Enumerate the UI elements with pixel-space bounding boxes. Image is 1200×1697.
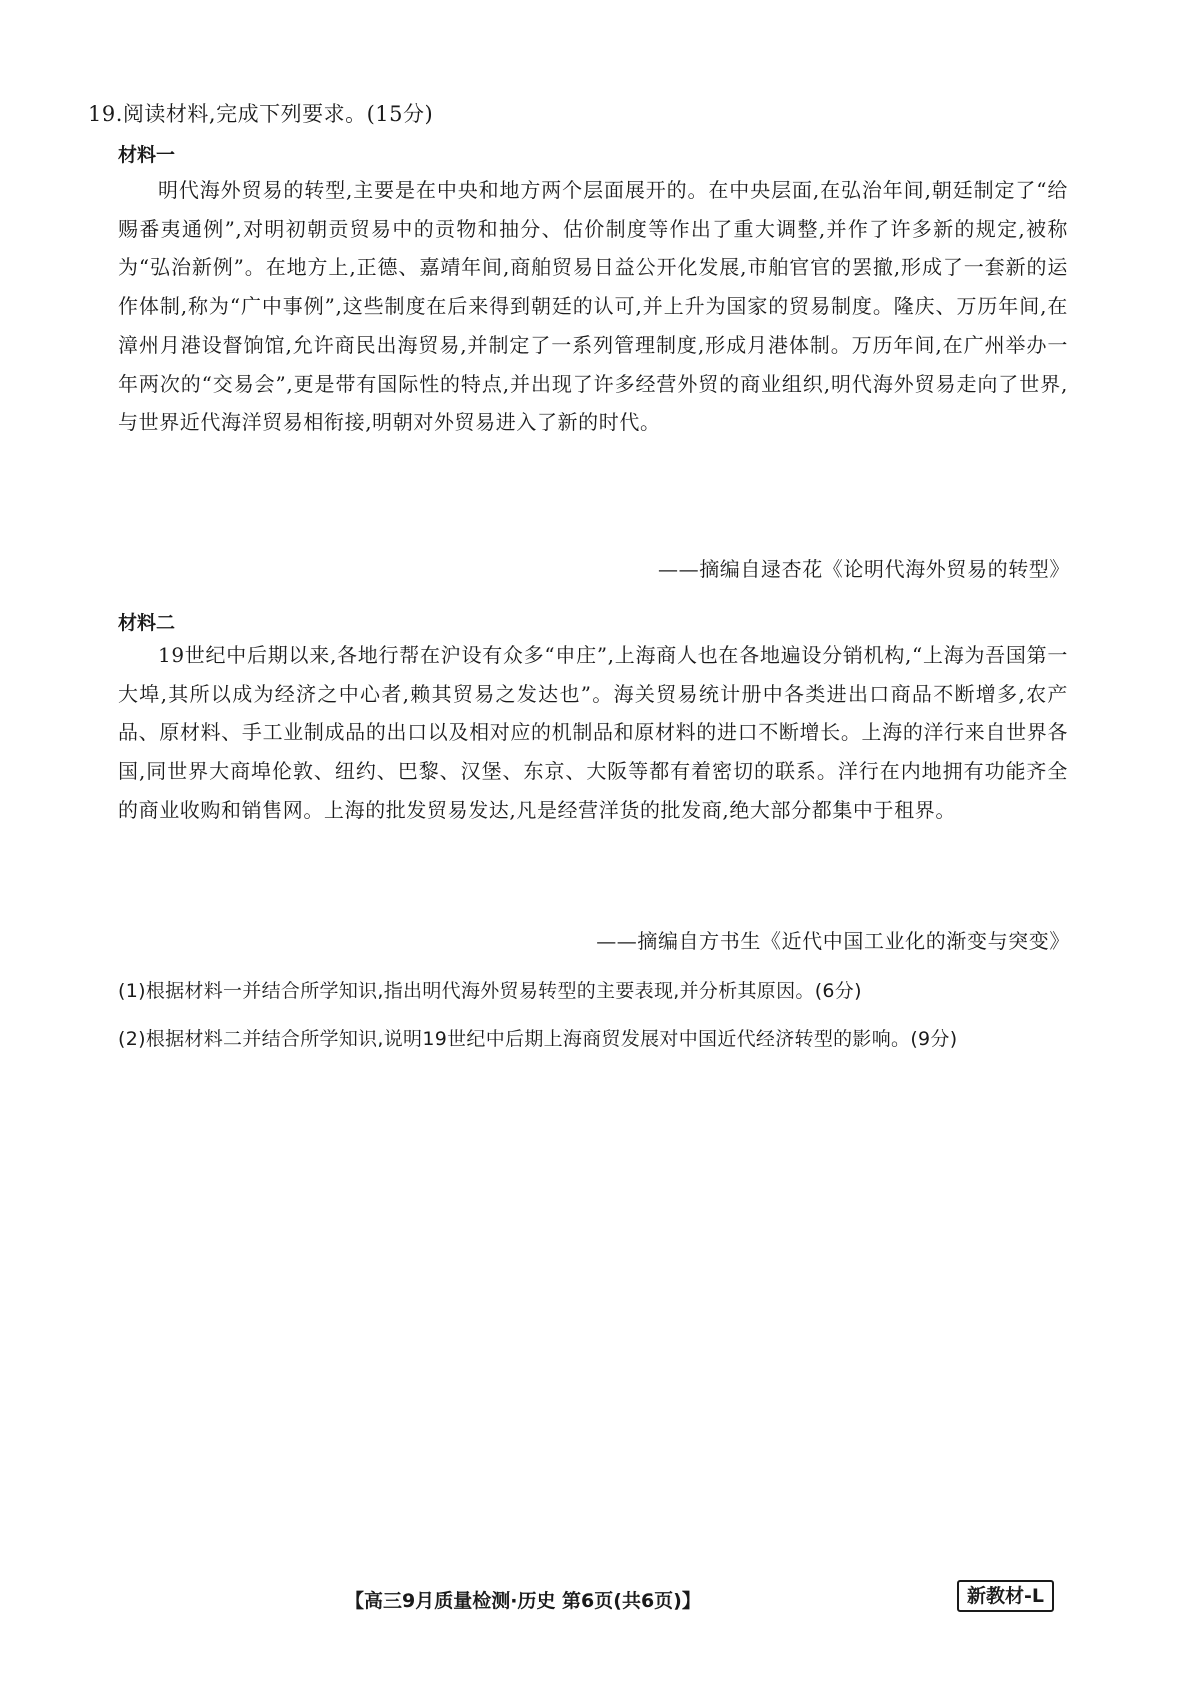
material-one-label: 材料一 [118, 144, 176, 166]
material-two-label: 材料二 [118, 612, 176, 634]
material-one-text: 明代海外贸易的转型,主要是在中央和地方两个层面展开的。在中央层面,在弘治年间,朝廷制定了“给赐番夷通例”,对明初朝贡贸易中的贡物和抽分、估价制度等作出了重大调整,并作了许多新的规定,被称为“弘治新例”。在地方上,正德、嘉靖年间,商舶贸易日益公开化发展,市舶官官的罢撤,形成了一套新的运作体制,称为“广中事例”,这些制度在后来得到朝廷的认可,并上升为国家的贸易制度。隆庆、万历年间,在漳州月港设督饷馆,允许商民出海贸易,并制定了一系列管理制度,形成月港体制。万历年间,在广州举办一年两次的“交易会”,更是带有国际性的特点,并出现了许多经营外贸的商业组织,明代海外贸易走向了世界,与世界近代海洋贸易相衔接,明朝对外贸易进入了新的时代。 [118, 178, 1068, 435]
material-two-text: 19世纪中后期以来,各地行帮在沪设有众多“申庄”,上海商人也在各地遍设分销机构,“上海为吾国第一大埠,其所以成为经济之中心者,赖其贸易之发达也”。海关贸易统计册中各类进出口商品不断增多,农产品、原材料、手工业制成品的出口以及相对应的机制品和原材料的进口不断增长。上海的洋行来自世界各国,同世界大商埠伦敦、纽约、巴黎、汉堡、东京、大阪等都有着密切的联系。洋行在内地拥有功能齐全的商业收购和销售网。上海的批发贸易发达,凡是经营洋货的批发商,绝大部分都集中于租界。 [118, 643, 1068, 822]
question-title: 19.阅读材料,完成下列要求。(15分) [88, 102, 434, 126]
material-one-source: ——摘编自逯杏花《论明代海外贸易的转型》 [658, 557, 1070, 581]
edition-badge: 新教材-L [957, 1580, 1054, 1612]
material-two-source: ——摘编自方书生《近代中国工业化的渐变与突变》 [596, 929, 1070, 953]
sub-question-2: (2)根据材料二并结合所学知识,说明19世纪中后期上海商贸发展对中国近代经济转型的影响。(9分) [118, 1028, 958, 1050]
sub-question-1: (1)根据材料一并结合所学知识,指出明代海外贸易转型的主要表现,并分析其原因。(6分) [118, 980, 862, 1002]
page-footer: 【高三9月质量检测·历史 第6页(共6页)】 [345, 1590, 701, 1612]
